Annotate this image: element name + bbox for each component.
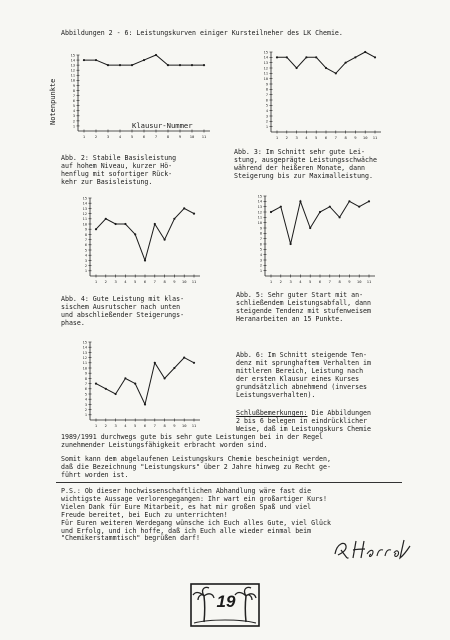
chart-abb2-data-point: [203, 64, 205, 66]
caption-abb2: Abb. 2: Stabile Basisleistung auf hohem Niveau, kurzer Hö- henflug mit sofortiger Rück- kehr zur Basisleistung.: [61, 154, 177, 186]
chart-abb4-y-tick-label: 4: [84, 253, 87, 258]
chart-abb3-data-point: [335, 72, 337, 74]
chart-abb3-x-tick-label: 7: [334, 135, 337, 140]
conclusion-para2: Somit kann dem abgelaufenen Leistungskurs Chemie bescheinigt werden, daß die Bezeichnung "Leistungskurs" über 2 Jahre hinweg zu Recht ge- führt worden ist.: [61, 455, 331, 479]
page-number-emblem: [190, 582, 260, 632]
chart-abb6-y-tick-label: 15: [82, 340, 87, 345]
chart-abb5-data-point: [299, 200, 301, 202]
chart-abb5-y-tick-label: 9: [259, 226, 262, 231]
chart-abb5-x-tick-label: 7: [328, 279, 331, 284]
chart-abb3-data-point: [286, 56, 288, 58]
chart-abb6-data-point: [144, 403, 146, 405]
chart-abb2-y-tick-label: 8: [72, 88, 75, 93]
chart-abb4-series-line: [96, 208, 194, 260]
chart-abb2-data-point: [119, 64, 121, 66]
chart-abb2-y-tick-label: 2: [72, 119, 75, 124]
chart-abb5-y-tick-label: 2: [259, 263, 262, 268]
chart-abb4-y-tick-label: 14: [82, 201, 87, 206]
chart-abb4-data-point: [193, 213, 195, 215]
chart-abb3-data-point: [354, 56, 356, 58]
chart-abb2-x-tick-label: 10: [189, 134, 195, 139]
chart-abb3-x-tick-label: 9: [354, 135, 357, 140]
chart-abb5-data-point: [329, 206, 331, 208]
chart-abb3-x-tick-label: 4: [305, 135, 308, 140]
chart-abb4-x-tick-label: 4: [124, 279, 127, 284]
chart-abb2-data-point: [131, 64, 133, 66]
chart-abb4-x-tick-label: 5: [134, 279, 137, 284]
chart-abb5-y-tick-label: 3: [259, 258, 262, 263]
chart-abb6-x-tick-label: 4: [124, 423, 127, 428]
chart-abb4-y-tick-label: 1: [84, 269, 87, 274]
chart-abb2-data-point: [83, 59, 85, 61]
chart-abb3-data-point: [374, 56, 376, 58]
chart-abb6-x-tick-label: 3: [114, 423, 117, 428]
chart-abb6-y-tick-label: 2: [84, 408, 87, 412]
chart-abb6-y-tick-label: 5: [84, 392, 87, 397]
signature-drawing: [332, 537, 414, 563]
caption-abb3: Abb. 3: Im Schnitt sehr gute Lei- stung, ausgeprägte Leistungsschwäche während der heißeren Monate, dann Steigerung bis zur Maximalleistung.: [234, 148, 377, 180]
chart-abb6-data-point: [124, 377, 126, 379]
chart-abb6-data-point: [164, 377, 166, 379]
chart-abb3-data-point: [345, 62, 347, 64]
chart-abb3-y-tick-label: 12: [263, 66, 268, 71]
chart-abb5-x-tick-label: 8: [338, 279, 341, 284]
chart-abb4-data-point: [124, 223, 126, 225]
chart-abb5-y-tick-label: 4: [259, 253, 262, 258]
chart-abb6-data-point: [193, 362, 195, 364]
chart-abb2-x-tick-label: 7: [154, 134, 158, 139]
chart-abb4-data-point: [154, 223, 156, 225]
chart-abb5-data-point: [348, 200, 350, 202]
chart-abb4-x-tick-label: 11: [191, 279, 197, 284]
chart-abb6-x-tick-label: 5: [134, 423, 137, 428]
chart-abb6-y-tick-label: 4: [84, 397, 87, 402]
chart-abb3-y-tick-label: 11: [263, 71, 268, 76]
chart-abb4-data-point: [134, 233, 136, 235]
chart-abb5-x-tick-label: 11: [366, 279, 372, 284]
chart-abb5-y-tick-label: 12: [257, 210, 262, 215]
chart-abb5-y-tick-label: 1: [259, 269, 262, 274]
chart-abb4-y-tick-label: 3: [84, 258, 87, 263]
chart-abb4-data-point: [105, 218, 107, 220]
chart-abb5-x-tick-label: 2: [279, 279, 282, 284]
chart-abb6-x-tick-label: 1: [94, 423, 98, 428]
conclusion-rest: 2 bis 6 belegen in eindrücklicher Weise, daß im Leistungskurs Chemie: [236, 417, 371, 433]
chart-abb2-y-tick-label: 10: [70, 78, 75, 83]
chart-abb5-data-point: [368, 200, 370, 202]
chart-abb2-xlabel: Klausur-Nummer: [132, 121, 193, 130]
page-header: Abbildungen 2 - 6: Leistungskurven einiger Kursteilneher des LK Chemie.: [61, 29, 343, 37]
chart-abb5-x-tick-label: 5: [309, 279, 312, 284]
chart-abb5-series-line: [271, 201, 369, 244]
chart-abb6-y-tick-label: 8: [84, 376, 87, 381]
chart-abb2-y-tick-label: 13: [70, 63, 75, 68]
chart-abb3-data-point: [315, 56, 317, 58]
chart-abb2-x-tick-label: 3: [106, 134, 110, 139]
chart-abb6-y-tick-label: 6: [84, 387, 87, 392]
conclusion-line1: Die Abbildungen: [307, 409, 371, 417]
signature: [332, 537, 414, 567]
chart-abb5-y-tick-label: 13: [257, 205, 262, 210]
chart-abb2-y-tick-label: 9: [72, 83, 75, 88]
chart-abb2: [56, 50, 221, 150]
chart-abb6-data-point: [154, 362, 156, 364]
chart-abb4-y-tick-label: 9: [84, 227, 87, 232]
chart-abb3-y-tick-label: 8: [265, 87, 268, 92]
chart-abb4-x-tick-label: 9: [173, 279, 176, 284]
chart-abb3-data-point: [296, 67, 298, 69]
chart-abb4-x-tick-label: 7: [153, 279, 156, 284]
chart-abb6-x-tick-label: 6: [143, 423, 147, 428]
chart-abb6-y-tick-label: 10: [82, 366, 87, 371]
chart-abb6-x-tick-label: 2: [104, 423, 107, 428]
chart-abb6-data-point: [173, 367, 175, 369]
chart-abb2-data-point: [107, 64, 109, 66]
chart-abb2-data-point: [179, 64, 181, 66]
caption-abb4: Abb. 4: Gute Leistung mit klas- sischem Ausrutscher nach unten und abschließender Steigerungs- phase.: [61, 295, 185, 327]
chart-abb5-data-point: [270, 211, 272, 213]
chart-abb4: [80, 195, 210, 287]
chart-abb4-x-tick-label: 3: [114, 279, 117, 284]
chart-abb4-data-point: [183, 207, 185, 209]
chart-abb3-y-tick-label: 10: [263, 77, 268, 82]
chart-abb5-data-point: [290, 243, 292, 245]
chart-abb2-y-tick-label: 6: [72, 99, 75, 103]
chart-abb3-y-tick-label: 15: [263, 50, 268, 55]
chart-abb2-y-tick-label: 7: [72, 93, 75, 98]
chart-abb4-y-tick-label: 11: [82, 217, 87, 222]
chart-abb4-x-tick-label: 6: [143, 279, 147, 284]
chart-abb5-svg: [256, 192, 386, 287]
chart-abb4-data-point: [144, 259, 146, 261]
chart-abb3-y-tick-label: 3: [265, 114, 268, 119]
chart-abb2-x-tick-label: 2: [94, 134, 98, 139]
chart-abb6-data-point: [183, 357, 185, 359]
chart-abb2-y-tick-label: 15: [70, 53, 75, 58]
chart-abb2-data-point: [167, 64, 169, 66]
chart-abb6-data-point: [95, 383, 97, 385]
chart-abb2-svg: [56, 50, 221, 150]
chart-abb3-y-tick-label: 5: [265, 103, 268, 108]
chart-abb5-x-tick-label: 4: [299, 279, 302, 284]
ps-text: P.S.: Ob dieser hochwissenschaftlichen Abhandlung wäre fast die wichtigste Aussage verlorengegangen: Ihr wart ein großartiger Kurs! Vielen Dank für Eure Mitarbeit, es hat mir großen Spaß und viel Freude bereitet, bei Euch zu unterrichten! Für Euren weiteren Werdegang wünsche ich Euch alles Gute, viel Glück und Erfolg, und ich hoffe, daß ich Euch alle wieder einmal beim "Chemikerstammtisch" begrüßen darf!: [61, 487, 331, 543]
separator-line: [56, 482, 402, 483]
chart-abb2-data-point: [191, 64, 193, 66]
chart-abb3-y-tick-label: 2: [265, 119, 268, 124]
chart-abb5-data-point: [319, 211, 321, 213]
chart-abb6-x-tick-label: 7: [153, 423, 156, 428]
chart-abb4-y-tick-label: 7: [84, 238, 87, 242]
chart-abb5-data-point: [358, 206, 360, 208]
chart-abb3-y-tick-label: 9: [265, 82, 268, 87]
chart-abb2-x-tick-label: 4: [118, 134, 122, 139]
chart-abb2-x-tick-label: 6: [142, 134, 146, 139]
chart-abb4-y-tick-label: 8: [84, 232, 87, 237]
chart-abb4-y-tick-label: 12: [82, 212, 87, 216]
chart-abb5-y-tick-label: 5: [259, 247, 262, 252]
chart-abb2-data-point: [95, 59, 97, 61]
chart-abb3-y-tick-label: 7: [265, 93, 268, 98]
chart-abb2-x-tick-label: 9: [178, 134, 182, 139]
chart-abb5-y-tick-label: 6: [259, 242, 262, 247]
chart-abb4-data-point: [115, 223, 117, 225]
chart-abb3: [262, 48, 392, 144]
chart-abb5-y-tick-label: 14: [257, 199, 262, 204]
chart-abb6-x-tick-label: 8: [163, 423, 166, 428]
chart-abb6-x-tick-label: 9: [173, 423, 176, 428]
chart-abb4-y-tick-label: 15: [82, 196, 87, 201]
chart-abb2-x-tick-label: 8: [166, 134, 170, 139]
chart-abb3-svg: [262, 48, 392, 144]
chart-abb2-y-tick-label: 12: [70, 68, 75, 73]
chart-abb4-x-tick-label: 10: [181, 279, 187, 284]
chart-abb3-y-tick-label: 4: [265, 109, 268, 114]
chart-abb6-y-tick-label: 3: [84, 402, 87, 407]
chart-abb2-y-tick-label: 4: [72, 109, 75, 114]
chart-abb3-series-line: [277, 52, 375, 73]
chart-abb3-y-tick-label: 14: [263, 55, 268, 60]
chart-abb5-y-tick-label: 15: [257, 194, 262, 199]
chart-abb6-data-point: [115, 393, 117, 395]
chart-abb6-y-tick-label: 14: [82, 345, 87, 350]
chart-abb5-x-tick-label: 3: [289, 279, 292, 284]
chart-abb2-y-tick-label: 1: [72, 124, 75, 129]
chart-abb3-x-tick-label: 10: [362, 135, 368, 140]
chart-abb3-data-point: [276, 56, 278, 58]
chart-abb2-y-tick-label: 11: [70, 73, 75, 78]
chart-abb3-x-tick-label: 11: [372, 135, 378, 140]
chart-abb5-data-point: [309, 227, 311, 229]
chart-abb4-x-tick-label: 8: [163, 279, 166, 284]
chart-abb6-x-tick-label: 11: [191, 423, 197, 428]
chart-abb4-data-point: [173, 218, 175, 220]
caption-abb6: Abb. 6: Im Schnitt steigende Ten- denz mit sprunghaftem Verhalten im mittleren Bereich, Leistung nach der ersten Klausur eines Kurses grundsätzlich abnehmend (inverses Leistungsverhalten).: [236, 351, 371, 399]
chart-abb2-y-tick-label: 5: [72, 104, 75, 109]
chart-abb2-y-tick-label: 3: [72, 114, 75, 119]
chart-abb6-x-tick-label: 10: [181, 423, 187, 428]
chart-abb4-data-point: [164, 239, 166, 241]
chart-abb5-y-tick-label: 8: [259, 231, 262, 236]
chart-abb2-x-tick-label: 5: [130, 134, 134, 139]
chart-abb5-y-tick-label: 7: [259, 237, 262, 242]
chart-abb3-y-tick-label: 1: [265, 125, 268, 130]
chart-abb4-y-tick-label: 13: [82, 206, 87, 211]
chart-abb5-y-tick-label: 11: [257, 215, 262, 220]
chart-abb6: [80, 337, 210, 431]
chart-abb6-y-tick-label: 12: [82, 356, 87, 360]
caption-abb5: Abb. 5: Sehr guter Start mit an- schließendem Leistungsabfall, dann steigende Tendenz mit stufenweisem Heranarbeiten an 15 Punkte.: [236, 291, 371, 323]
chart-abb3-x-tick-label: 8: [344, 135, 347, 140]
chart-abb4-svg: [80, 195, 210, 287]
chart-abb5-data-point: [339, 216, 341, 218]
chart-abb6-svg: [80, 337, 210, 431]
chart-abb5-x-tick-label: 10: [356, 279, 362, 284]
chart-abb6-data-point: [134, 383, 136, 385]
chart-abb3-data-point: [364, 51, 366, 53]
chart-abb3-y-tick-label: 13: [263, 61, 268, 66]
chart-abb5-x-tick-label: 1: [269, 279, 273, 284]
chart-abb4-y-tick-label: 10: [82, 222, 87, 227]
chart-abb4-y-tick-label: 5: [84, 248, 87, 253]
chart-abb4-x-tick-label: 1: [94, 279, 98, 284]
chart-abb6-y-tick-label: 11: [82, 361, 87, 366]
conclusion-heading: Schlußbemerkungen:: [236, 409, 308, 417]
chart-abb6-series-line: [96, 358, 194, 405]
chart-abb6-y-tick-label: 7: [84, 382, 87, 386]
chart-abb2-data-point: [155, 54, 157, 56]
chart-abb5-y-tick-label: 10: [257, 221, 262, 226]
chart-abb3-x-tick-label: 2: [285, 135, 288, 140]
chart-abb2-x-tick-label: 11: [201, 134, 207, 139]
chart-abb2-x-tick-label: 1: [82, 134, 86, 139]
chart-abb4-data-point: [95, 228, 97, 230]
conclusion-wide: 1989/1991 durchwegs gute bis sehr gute Leistungen bei in der Regel zunehmender Leistungsfähigkeit erbracht worden sind.: [61, 433, 324, 449]
chart-abb3-x-tick-label: 1: [275, 135, 279, 140]
chart-abb4-y-tick-label: 2: [84, 264, 87, 268]
chart-abb3-data-point: [305, 56, 307, 58]
chart-abb3-y-tick-label: 6: [265, 98, 268, 103]
page-number: 19: [216, 592, 236, 611]
chart-abb5: [256, 192, 386, 287]
chart-abb5-x-tick-label: 9: [348, 279, 351, 284]
chart-abb2-ylabel: Notenpunkte: [49, 78, 57, 125]
chart-abb6-y-tick-label: 1: [84, 413, 87, 418]
chart-abb4-x-tick-label: 2: [104, 279, 107, 284]
chart-abb6-data-point: [105, 388, 107, 390]
chart-abb2-y-tick-label: 14: [70, 58, 75, 63]
chart-abb3-x-tick-label: 6: [324, 135, 328, 140]
chart-abb6-y-tick-label: 13: [82, 350, 87, 355]
chart-abb5-x-tick-label: 6: [318, 279, 322, 284]
chart-abb6-y-tick-label: 9: [84, 371, 87, 376]
chart-abb3-x-tick-label: 3: [295, 135, 298, 140]
chart-abb3-data-point: [325, 67, 327, 69]
chart-abb2-data-point: [143, 59, 145, 61]
chart-abb5-data-point: [280, 206, 282, 208]
chart-abb4-y-tick-label: 6: [84, 243, 87, 248]
chart-abb3-x-tick-label: 5: [315, 135, 318, 140]
